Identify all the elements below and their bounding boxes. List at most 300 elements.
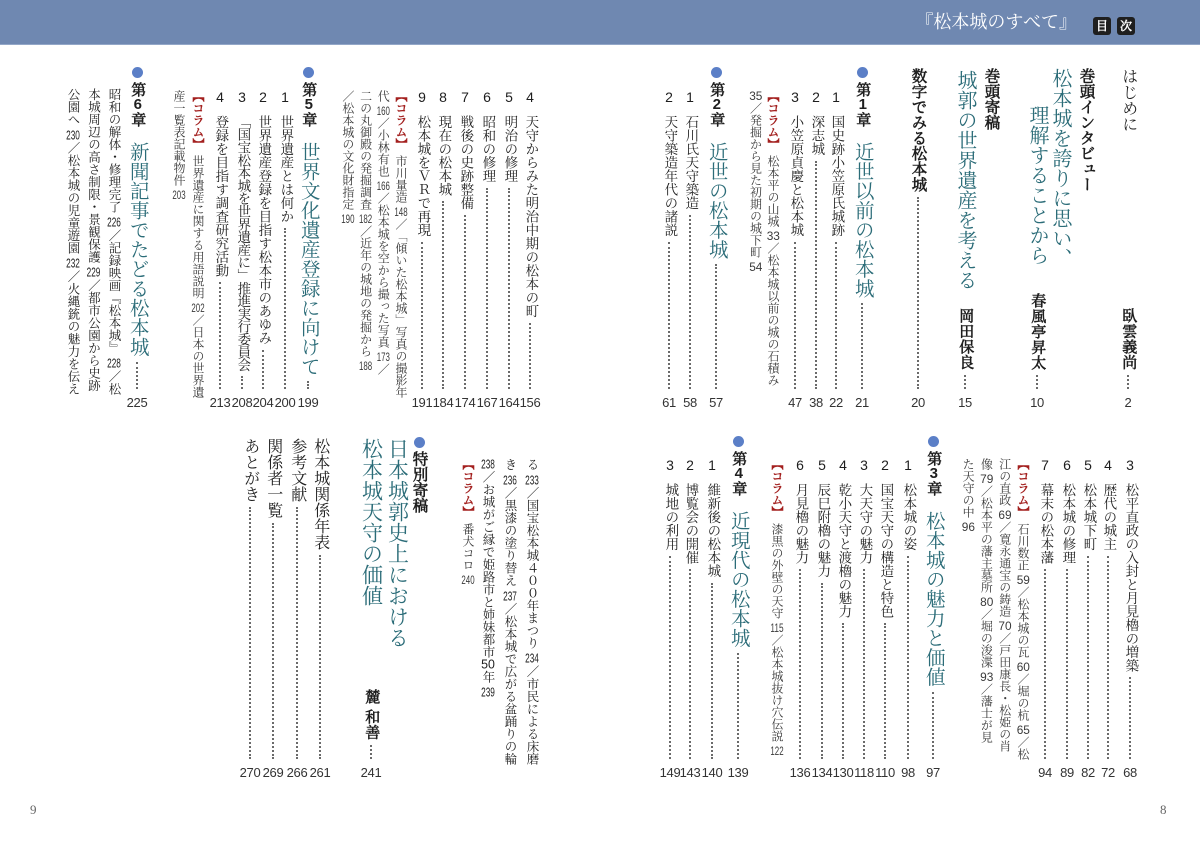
item-number: 2 — [665, 89, 673, 105]
item-title: 石川氏天守築造 — [683, 115, 699, 210]
page-ref: 237 — [503, 589, 517, 603]
toc-entry-appendix[interactable] — [308, 438, 332, 782]
item-title: 国史跡小笠原氏城跡 — [829, 115, 845, 237]
column-note — [959, 458, 1032, 778]
item-title: 松平直政の入封と月見櫓の増築 — [1123, 483, 1139, 672]
toc-entry-numbers[interactable] — [906, 68, 930, 412]
toc-item[interactable] — [518, 88, 542, 412]
toc-item[interactable] — [896, 456, 920, 782]
chapter-title: 近世以前の松本城 — [851, 142, 873, 298]
dot-leader — [307, 381, 309, 389]
toc-item[interactable] — [831, 456, 855, 782]
page-number-left: 9 — [30, 802, 37, 817]
page-number: 58 — [683, 395, 697, 410]
page-number: 208 — [231, 395, 253, 410]
item-number: 6 — [796, 457, 804, 473]
item-number: 1 — [832, 89, 840, 105]
chapter-number: 第1章 — [854, 82, 871, 127]
page-ref: 1 — [858, 97, 867, 112]
column-label: 【コラム】 — [394, 90, 408, 150]
toc-item[interactable] — [230, 88, 254, 412]
column-label: 【コラム】 — [1016, 458, 1030, 518]
dot-leader — [668, 242, 670, 390]
item-number: 3 — [666, 457, 674, 473]
column-note-line: 像 79／松本平の藩主墓所 80／堀の浚渫 93／藩士が見 — [979, 458, 994, 743]
dot-leader — [1044, 569, 1046, 759]
dot-leader — [1107, 556, 1109, 760]
toc-item[interactable] — [810, 456, 834, 782]
chapter-number: 第3章 — [925, 451, 942, 496]
author-name: 麓 和善 — [363, 689, 380, 740]
toc-item[interactable] — [788, 456, 812, 782]
column-note-line: た天守の中 96 — [961, 458, 976, 533]
page-number: 167 — [476, 395, 498, 410]
page-ref: 4 — [734, 466, 743, 481]
dot-leader — [1087, 556, 1089, 760]
page-number: 134 — [811, 765, 833, 780]
headline-title: 松本城天守の価値 — [359, 438, 384, 606]
dot-leader — [917, 197, 919, 389]
page-ref: 203 — [172, 189, 186, 201]
item-number: 3 — [238, 89, 246, 105]
page-ref: 50 — [481, 658, 495, 671]
page-number: 136 — [789, 765, 811, 780]
dot-leader — [794, 242, 796, 390]
item-title: 乾小天守と渡櫓の魅力 — [836, 483, 852, 618]
toc-entry-interview[interactable] — [1025, 105, 1049, 412]
item-title: 国宝天守の構造と特色 — [878, 483, 894, 618]
page-number: 139 — [727, 765, 749, 780]
page-number: 57 — [709, 395, 723, 410]
item-title: 維新後の松本城 — [705, 483, 721, 578]
item-title: 歴代の城主 — [1101, 483, 1117, 551]
page-ref: 240 — [461, 574, 475, 586]
column-text: 世界遺産に関する用語説明 202／日本の世界遺 — [191, 155, 205, 398]
page-ref: 232 — [66, 257, 80, 270]
dot-leader — [241, 376, 243, 389]
dot-leader — [842, 623, 844, 759]
page-number: 164 — [498, 395, 520, 410]
section-label: 巻頭寄稿 — [982, 68, 1000, 130]
bullet-dot-icon — [132, 67, 143, 78]
dot-leader — [464, 215, 466, 390]
item-number: 2 — [686, 457, 694, 473]
special-title-line-1[interactable] — [385, 438, 409, 648]
page-ref: 160 — [376, 105, 390, 117]
dot-leader — [711, 583, 713, 760]
item-number: 7 — [1041, 457, 1049, 473]
bullet-dot-icon — [733, 436, 744, 447]
bullet-dot-icon — [857, 67, 868, 78]
item-number: 4 — [1104, 457, 1112, 473]
toc-item[interactable] — [453, 88, 477, 412]
column-text: 漆黒の外壁の天守 115／松本城抜け穴伝説 122 — [770, 523, 784, 757]
page-ref: 173 — [376, 351, 390, 363]
page-ref: 5 — [304, 97, 313, 112]
item-title: 天守からみた明治中期の松本の町 — [523, 115, 539, 318]
author-name: 春風亭昇太 — [1029, 292, 1046, 370]
dot-leader — [932, 692, 934, 760]
dot-leader — [964, 375, 966, 389]
page-ref: 115 — [770, 622, 784, 634]
toc-item[interactable] — [251, 88, 275, 412]
toc-badge-moku: 目 — [1093, 17, 1111, 35]
item-number: 1 — [686, 89, 694, 105]
page-ref: 80 — [980, 596, 994, 608]
item-title: 世界遺産とは何か — [278, 115, 294, 223]
page-number: 143 — [679, 765, 701, 780]
page-number: 156 — [519, 395, 541, 410]
toc-item[interactable] — [410, 88, 434, 412]
page-ref: 122 — [770, 745, 784, 757]
page-number: 213 — [209, 395, 231, 410]
dot-leader — [442, 201, 444, 389]
item-title: 世界遺産登録を目指す松本市のあゆみ — [256, 115, 272, 345]
item-number: 3 — [791, 89, 799, 105]
page-number: 174 — [454, 395, 476, 410]
page-number-right: 8 — [1160, 802, 1167, 817]
toc-entry-appendix[interactable] — [285, 438, 309, 782]
dot-leader — [1127, 375, 1129, 389]
item-title: 天守築造年代の諸説 — [662, 115, 678, 237]
page-ref: 202 — [191, 302, 205, 314]
page-number: 225 — [126, 395, 148, 410]
page-number: 200 — [274, 395, 296, 410]
item-title: 辰巳附櫓の魅力 — [815, 483, 831, 578]
item-number: 5 — [505, 89, 513, 105]
bullet-dot-icon — [303, 67, 314, 78]
page-number: 10 — [1030, 395, 1044, 410]
item-number: 4 — [526, 89, 534, 105]
chapter-title: 松本城の魅力と価値 — [922, 511, 944, 687]
column-note — [338, 90, 409, 412]
entry-title: 参考文献 — [288, 438, 306, 502]
page-number: 191 — [411, 395, 433, 410]
page-ref: 166 — [376, 180, 390, 192]
author-name: 臥雲義尚 — [1120, 308, 1137, 370]
item-number: 3 — [1126, 457, 1134, 473]
chapter-title: 世界文化遺産登録に向けて — [297, 142, 319, 376]
item-title: 「国宝松本城を世界遺産に」推進実行委員会 — [235, 115, 251, 372]
dot-leader — [861, 303, 863, 389]
item-number: 9 — [418, 89, 426, 105]
page-ref: 59 — [1016, 574, 1030, 586]
dot-leader — [815, 161, 817, 390]
item-title: 大天守の魅力 — [857, 483, 873, 564]
column-text: 市川量造 148／「傾いた松本城」写真の撮影年 — [394, 155, 408, 398]
toc-item[interactable] — [783, 88, 807, 412]
article-line: 本城周辺の高さ制限・景観保護 229／都市公園から史跡 — [86, 88, 101, 392]
section-label: 特別寄稿 — [410, 451, 428, 513]
toc-item[interactable] — [658, 456, 682, 782]
chapter-number: 第4章 — [730, 451, 747, 496]
item-number: 4 — [839, 457, 847, 473]
page-ref: 182 — [358, 213, 373, 225]
item-number: 6 — [1063, 457, 1071, 473]
column-note — [459, 458, 477, 778]
page-ref: 188 — [358, 360, 373, 372]
toc-item[interactable] — [700, 456, 724, 782]
page-number: 61 — [662, 395, 676, 410]
toc-entry-appendix[interactable] — [261, 438, 285, 782]
page-ref: 238 — [481, 458, 495, 471]
toc-entry-appendix[interactable] — [238, 438, 262, 782]
column-text: 石川数正 59／松本城の瓦 60／堀の杭 65／松 — [1016, 523, 1030, 760]
page-number: 118 — [854, 765, 874, 780]
article-line: 公園へ 230／松本城の児童遊園 232／火縄銃の魅力を伝え — [66, 88, 80, 395]
page-number: 98 — [901, 765, 915, 780]
entry-title: はじめに — [1119, 68, 1137, 132]
entry-title: 数字でみる松本城 — [909, 68, 927, 192]
dot-leader — [486, 188, 488, 390]
page-number: 68 — [1123, 765, 1137, 780]
dot-leader — [835, 242, 837, 390]
toc-item[interactable] — [1076, 456, 1100, 782]
dot-leader — [136, 362, 138, 390]
item-title: 現在の松本城 — [436, 115, 452, 196]
page-number: 140 — [701, 765, 723, 780]
item-number: 5 — [1084, 457, 1092, 473]
column-note-line — [768, 458, 786, 778]
item-number: 8 — [439, 89, 447, 105]
column-text: 松本平の山城 33／松本城以前の城の石積み — [766, 155, 780, 386]
column-note-line: 産一覧表記載物件 203 — [172, 90, 186, 201]
page-number: 15 — [958, 395, 972, 410]
page-ref: 33 — [766, 230, 780, 242]
page-ref: 93 — [980, 671, 994, 683]
dot-leader — [1129, 677, 1131, 759]
headline-title: 城郭の世界遺産を考える — [954, 70, 976, 290]
headline-title: 理解することから — [1026, 105, 1048, 265]
dot-leader — [689, 215, 691, 390]
item-number: 7 — [461, 89, 469, 105]
headline-title: 松本城を誇りに思い、 — [1049, 68, 1071, 268]
chapter-number: 第5章 — [300, 82, 317, 127]
item-title: 登録を目指す調査研究活動 — [213, 115, 229, 277]
page-ref: 35 — [749, 90, 763, 102]
page-number: 270 — [239, 765, 261, 780]
column-label: 【コラム】 — [191, 90, 205, 150]
item-number: 3 — [860, 457, 868, 473]
chapter-6-heading[interactable] — [125, 67, 149, 412]
page-number: 110 — [875, 765, 895, 780]
page-ref: 233 — [525, 473, 539, 487]
page-ref: 69 — [998, 509, 1012, 521]
page-ref: 70 — [998, 620, 1012, 632]
page-ref: 226 — [107, 216, 121, 229]
interview-title-line-1[interactable] — [1048, 68, 1072, 268]
header-bar — [0, 0, 1200, 45]
item-number: 6 — [483, 89, 491, 105]
chapter-number: 第6章 — [129, 82, 146, 127]
item-number: 1 — [708, 457, 716, 473]
page-number: 94 — [1038, 765, 1052, 780]
page-number: 184 — [432, 395, 454, 410]
item-title: 明治の修理 — [502, 115, 518, 183]
toc-item[interactable] — [1118, 456, 1142, 782]
page-ref: 230 — [66, 128, 80, 142]
dot-leader — [508, 188, 510, 390]
column-note-line: 代 160／小林有也 166／松本城を空から撮った写真 173／ — [376, 90, 391, 375]
dot-leader — [529, 323, 531, 390]
dot-leader — [262, 350, 264, 390]
toc-item[interactable] — [273, 88, 297, 412]
toc-item[interactable] — [873, 456, 897, 782]
column-note — [746, 90, 781, 412]
page-number: 241 — [360, 765, 382, 780]
column-note-line: 35／発掘から見た初期の城下町 54 — [748, 90, 763, 273]
toc-item[interactable] — [657, 88, 681, 412]
author-name: 岡田保良 — [957, 308, 974, 370]
page-ref: 60 — [1016, 661, 1030, 673]
chapter-number: 第2章 — [708, 82, 725, 127]
chapter-title: 近世の松本城 — [705, 142, 727, 259]
toc-entry-contribution[interactable] — [953, 70, 977, 412]
column-note-line — [1014, 458, 1032, 778]
dot-leader — [884, 623, 886, 759]
column-note-line — [459, 458, 477, 778]
column-note-line — [188, 90, 207, 412]
page-ref: 229 — [86, 266, 101, 279]
column-label: 【コラム】 — [770, 458, 784, 518]
toc-entry-foreword[interactable] — [1116, 68, 1140, 412]
page-ref: 79 — [980, 473, 994, 485]
page-ref: 54 — [749, 261, 763, 273]
item-title: 松本城の姿 — [901, 483, 917, 551]
page-number: 261 — [309, 765, 331, 780]
column-note-line: 江の直政 69／寛永通宝の鋳造 70／戸田康長・松姫の肖 — [997, 458, 1012, 752]
item-number: 2 — [881, 457, 889, 473]
toc-item[interactable] — [1033, 456, 1057, 782]
column-note-line — [764, 90, 782, 412]
chapter-4-heading[interactable] — [726, 436, 750, 782]
item-number: 2 — [812, 89, 820, 105]
dot-leader — [421, 242, 423, 390]
page-ref: 236 — [503, 473, 517, 487]
item-title: 博覧会の開催 — [683, 483, 699, 564]
page-number: 269 — [262, 765, 284, 780]
chapter-5-heading[interactable] — [296, 67, 320, 412]
page-number: 82 — [1081, 765, 1095, 780]
dot-leader — [284, 228, 286, 389]
chapter-1-heading[interactable] — [850, 67, 874, 412]
chapter-2-heading[interactable] — [704, 67, 728, 412]
dot-leader — [1066, 569, 1068, 759]
item-title: 昭和の修理 — [480, 115, 496, 183]
item-title: 松本城の修理 — [1060, 483, 1076, 564]
page-ref: 190 — [341, 213, 355, 225]
dot-leader — [296, 507, 298, 759]
dot-leader — [821, 583, 823, 760]
section-label: 巻頭インタビュー — [1077, 68, 1095, 192]
toc-item[interactable] — [208, 88, 232, 412]
dot-leader — [689, 569, 691, 759]
dot-leader — [799, 569, 801, 759]
page-ref: 234 — [525, 652, 539, 665]
item-title: 松本城をＶＲで再現 — [415, 115, 431, 237]
dot-leader — [272, 523, 274, 759]
toc-badge-ji: 次 — [1117, 17, 1135, 35]
column-note-line: ／松本城の文化財指定 190 — [340, 90, 355, 225]
bullet-dot-icon — [928, 436, 939, 447]
page-number: 2 — [1124, 395, 1132, 410]
page-ref: 148 — [394, 206, 408, 218]
dot-leader — [737, 653, 739, 760]
page-number: 72 — [1101, 765, 1115, 780]
column-text: 番犬コロ 240 — [461, 523, 475, 586]
entry-title: 関係者一覧 — [264, 438, 282, 518]
page-number: 199 — [297, 395, 319, 410]
page-number: 149 — [659, 765, 681, 780]
dot-leader — [669, 556, 671, 760]
page-number: 21 — [855, 395, 869, 410]
toc-item[interactable] — [497, 88, 521, 412]
page-number: 89 — [1060, 765, 1074, 780]
page-number: 38 — [809, 395, 823, 410]
page-ref: 228 — [107, 357, 121, 370]
item-title: 戦後の史跡整備 — [458, 115, 474, 210]
page-ref: 3 — [929, 466, 938, 481]
page-number: 97 — [926, 765, 940, 780]
article-line: き 236／黒漆の塗り替え 237／松本城で広がる盆踊りの輪 — [503, 458, 517, 765]
item-number: 1 — [904, 457, 912, 473]
dot-leader — [907, 556, 909, 760]
article-line: 238／お城がご縁で姫路市と姉妹都市50年 239 — [481, 458, 495, 699]
bullet-dot-icon — [414, 437, 425, 448]
item-title: 城地の利用 — [663, 483, 679, 551]
entry-title: あとがき — [241, 438, 259, 502]
item-title: 幕末の松本藩 — [1038, 483, 1054, 564]
item-number: 4 — [216, 89, 224, 105]
toc-item[interactable] — [852, 456, 876, 782]
column-note-line: 二の丸御殿の発掘調査 182／近年の城地の発掘から 188 — [358, 90, 373, 372]
toc-item[interactable] — [1055, 456, 1079, 782]
toc-item[interactable] — [678, 88, 702, 412]
dot-leader — [863, 569, 865, 759]
column-note — [768, 458, 786, 778]
chapter-title: 新聞記事でたどる松本城 — [126, 142, 148, 357]
item-title: 月見櫓の魅力 — [793, 483, 809, 564]
dot-leader — [370, 745, 372, 759]
page-number: 47 — [788, 395, 802, 410]
column-note-line — [391, 90, 409, 412]
newspaper-articles-list-continued — [477, 458, 543, 782]
toc-item[interactable] — [431, 88, 455, 412]
entry-title: 松本城関係年表 — [311, 438, 329, 550]
page-ref: 96 — [961, 521, 976, 533]
page-ref: 65 — [1016, 724, 1030, 736]
toc-entry-special[interactable] — [359, 438, 383, 782]
page-ref: 2 — [712, 97, 721, 112]
chapter-title: 近現代の松本城 — [727, 511, 749, 648]
item-number: 1 — [281, 89, 289, 105]
chapter-3-heading[interactable] — [921, 436, 945, 782]
item-title: 深志城 — [809, 115, 825, 156]
dot-leader — [249, 507, 251, 759]
dot-leader — [715, 264, 717, 389]
page-number: 20 — [911, 395, 925, 410]
section-label-contribution — [979, 68, 1003, 130]
book-title: 『松本城のすべて』 — [915, 12, 1077, 32]
toc-item[interactable] — [475, 88, 499, 412]
dot-leader — [219, 282, 221, 389]
item-number: 5 — [818, 457, 826, 473]
article-line: る 233／国宝松本城４００年まつり 234／市民による床磨 — [525, 458, 539, 765]
page-number: 204 — [252, 395, 274, 410]
dot-leader — [1036, 375, 1038, 389]
column-note — [169, 90, 207, 412]
toc-item[interactable] — [804, 88, 828, 412]
